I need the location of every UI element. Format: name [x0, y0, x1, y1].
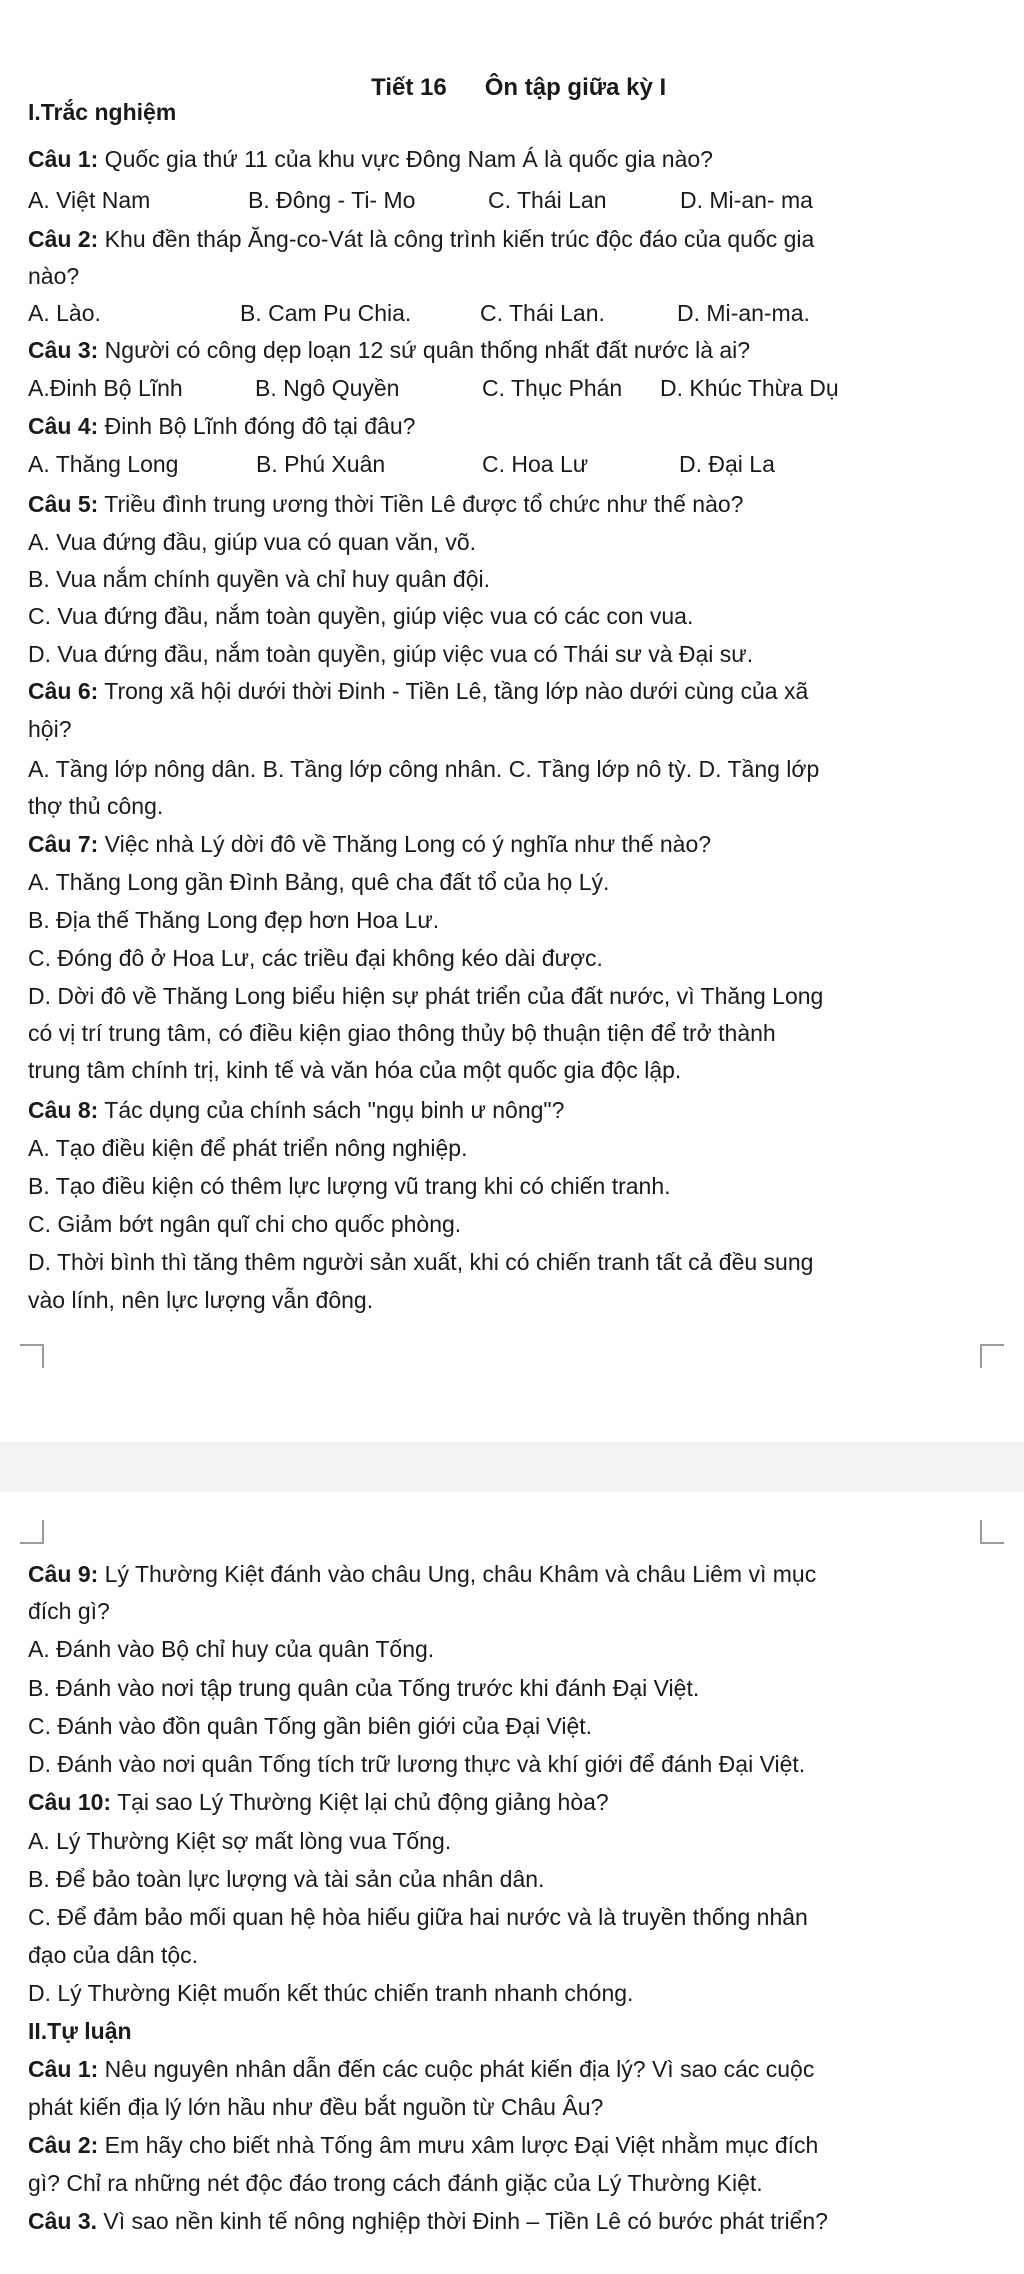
option-b: B. Đông - Ti- Mo	[248, 187, 416, 213]
question-label: Câu 4:	[28, 413, 99, 439]
option-d-continued: có vị trí trung tâm, có điều kiện giao thông thủy bộ thuận tiện để trở thành	[28, 1020, 776, 1046]
option-b: B. Ngô Quyền	[255, 375, 400, 401]
option-b: B. Phú Xuân	[256, 451, 386, 477]
option-b: B. Tạo điều kiện có thêm lực lượng vũ trang khi có chiến tranh.	[28, 1173, 671, 1199]
question-6-continued: hội?	[28, 716, 72, 742]
option-b: B. Để bảo toàn lực lượng và tài sản của nhân dân.	[28, 1866, 545, 1892]
page-corner-mark	[980, 1520, 1004, 1544]
page-corner-mark	[20, 1344, 44, 1368]
option-d: D. Đại La	[679, 451, 775, 477]
option-c: C. Giảm bớt ngân quĩ chi cho quốc phòng.	[28, 1211, 462, 1237]
essay-question-2-continued: gì? Chỉ ra những nét độc đáo trong cách đánh giặc của Lý Thường Kiệt.	[28, 2170, 763, 2196]
question-text: Tại sao Lý Thường Kiệt lại chủ động giảng hòa?	[111, 1789, 609, 1815]
question-1	[28, 143, 998, 175]
question-text: Đinh Bộ Lĩnh đóng đô tại đâu?	[98, 413, 416, 439]
question-label: Câu 1:	[28, 146, 99, 172]
option-b: B. Vua nắm chính quyền và chỉ huy quân đội.	[28, 566, 491, 592]
question-text: Người có công dẹp loạn 12 sứ quân thống nhất đất nước là ai?	[98, 337, 751, 363]
option-d-continued: vào lính, nên lực lượng vẫn đông.	[28, 1287, 374, 1313]
option-a: A. Lào.	[28, 300, 101, 326]
question-2-continued: nào?	[28, 263, 80, 289]
option-c: C. Đóng đô ở Hoa Lư, các triều đại không kéo dài được.	[28, 945, 603, 971]
option-d: D. Đánh vào nơi quân Tống tích trữ lương thực và khí giới để đánh Đại Việt.	[28, 1751, 806, 1777]
lesson-number: Tiết 16	[371, 74, 447, 101]
question-text: Quốc gia thứ 11 của khu vực Đông Nam Á là quốc gia nào?	[98, 146, 713, 172]
question-6-options-continued: thợ thủ công.	[28, 793, 164, 819]
option-d: D. Mi-an-ma.	[677, 300, 810, 326]
option-d: D. Khúc Thừa Dụ	[660, 375, 839, 401]
question-text: Em hãy cho biết nhà Tống âm mưu xâm lược Đại Việt nhằm mục đích	[98, 2132, 819, 2158]
question-6-options: A. Tầng lớp nông dân. B. Tầng lớp công nhân. C. Tầng lớp nô tỳ. D. Tầng lớp	[28, 756, 820, 782]
question-label: Câu 10:	[28, 1789, 112, 1815]
question-label: Câu 2:	[28, 2132, 99, 2158]
essay-question-1	[28, 2053, 998, 2085]
option-a: A. Tạo điều kiện để phát triển nông nghiệp.	[28, 1135, 468, 1161]
page-corner-mark	[980, 1344, 1004, 1368]
option-c: C. Vua đứng đầu, nắm toàn quyền, giúp việc vua có các con vua.	[28, 603, 694, 629]
question-9-continued: đích gì?	[28, 1598, 110, 1624]
option-a: A. Đánh vào Bộ chỉ huy của quân Tống.	[28, 1636, 435, 1662]
option-b: B. Địa thế Thăng Long đẹp hơn Hoa Lư.	[28, 907, 440, 933]
essay-question-1-continued: phát kiến địa lý lớn hầu như đều bắt nguồn từ Châu Âu?	[28, 2094, 604, 2120]
question-label: Câu 3.	[28, 2208, 98, 2234]
question-text: Khu đền tháp Ăng-co-Vát là công trình kiến trúc độc đáo của quốc gia	[98, 226, 815, 252]
question-label: Câu 8:	[28, 1097, 99, 1123]
essay-question-2	[28, 2129, 998, 2161]
option-c-continued: đạo của dân tộc.	[28, 1942, 199, 1968]
question-label: Câu 5:	[28, 491, 99, 517]
question-9	[28, 1558, 998, 1590]
question-4	[28, 410, 998, 442]
section-heading-multiple-choice: I.Trắc nghiệm	[28, 99, 177, 125]
question-text: Vì sao nền kinh tế nông nghiệp thời Đinh – Tiền Lê có bước phát triển?	[97, 2208, 828, 2234]
option-a: A. Thăng Long	[28, 451, 179, 477]
page-title	[0, 46, 1024, 102]
question-text: Nêu nguyên nhân dẫn đến các cuộc phát kiến địa lý? Vì sao các cuộc	[98, 2056, 815, 2082]
option-d: D. Lý Thường Kiệt muốn kết thúc chiến tranh nhanh chóng.	[28, 1980, 634, 2006]
question-text: Triều đình trung ương thời Tiền Lê được tổ chức như thế nào?	[98, 491, 744, 517]
section-heading-essay: II.Tự luận	[28, 2018, 132, 2044]
question-text: Việc nhà Lý dời đô về Thăng Long có ý nghĩa như thế nào?	[98, 831, 712, 857]
option-b: B. Đánh vào nơi tập trung quân của Tống trước khi đánh Đại Việt.	[28, 1675, 700, 1701]
option-d: D. Dời đô về Thăng Long biểu hiện sự phát triển của đất nước, vì Thăng Long	[28, 983, 824, 1009]
question-label: Câu 9:	[28, 1561, 99, 1587]
option-c: C. Thái Lan.	[480, 300, 605, 326]
option-d-continued: trung tâm chính trị, kinh tế và văn hóa của một quốc gia độc lập.	[28, 1057, 682, 1083]
page-separator	[0, 1442, 1024, 1492]
option-c: C. Đánh vào đồn quân Tống gần biên giới của Đại Việt.	[28, 1713, 593, 1739]
question-3	[28, 334, 998, 366]
question-label: Câu 6:	[28, 678, 99, 704]
question-label: Câu 7:	[28, 831, 99, 857]
question-label: Câu 1:	[28, 2056, 99, 2082]
question-5	[28, 488, 998, 520]
option-a: A.Đinh Bộ Lĩnh	[28, 375, 183, 401]
option-a: A. Việt Nam	[28, 187, 151, 213]
lesson-title: Ôn tập giữa kỳ I	[484, 74, 667, 101]
option-c: C. Thục Phán	[482, 375, 623, 401]
essay-question-3	[28, 2205, 998, 2237]
question-text: Trong xã hội dưới thời Đinh - Tiền Lê, tầng lớp nào dưới cùng của xã	[98, 678, 809, 704]
question-7	[28, 828, 998, 860]
option-a: A. Lý Thường Kiệt sợ mất lòng vua Tống.	[28, 1828, 452, 1854]
option-a: A. Vua đứng đầu, giúp vua có quan văn, võ.	[28, 529, 477, 555]
option-c: C. Để đảm bảo mối quan hệ hòa hiếu giữa hai nước và là truyền thống nhân	[28, 1904, 808, 1930]
option-b: B. Cam Pu Chia.	[240, 300, 412, 326]
question-6	[28, 675, 998, 707]
option-c: C. Thái Lan	[488, 187, 607, 213]
question-label: Câu 2:	[28, 226, 99, 252]
question-text: Lý Thường Kiệt đánh vào châu Ung, châu Khâm và châu Liêm vì mục	[98, 1561, 817, 1587]
question-text: Tác dụng của chính sách "ngụ binh ư nông"?	[98, 1097, 565, 1123]
option-d: D. Thời bình thì tăng thêm người sản xuất, khi có chiến tranh tất cả đều sung	[28, 1249, 814, 1275]
question-label: Câu 3:	[28, 337, 99, 363]
option-c: C. Hoa Lư	[482, 451, 589, 477]
question-2	[28, 223, 998, 255]
question-8	[28, 1094, 998, 1126]
option-a: A. Thăng Long gần Đình Bảng, quê cha đất tổ của họ Lý.	[28, 869, 610, 895]
option-d: D. Vua đứng đầu, nắm toàn quyền, giúp việc vua có Thái sư và Đại sư.	[28, 641, 754, 667]
question-10	[28, 1786, 998, 1818]
page-corner-mark	[20, 1520, 44, 1544]
option-d: D. Mi-an- ma	[680, 187, 813, 213]
